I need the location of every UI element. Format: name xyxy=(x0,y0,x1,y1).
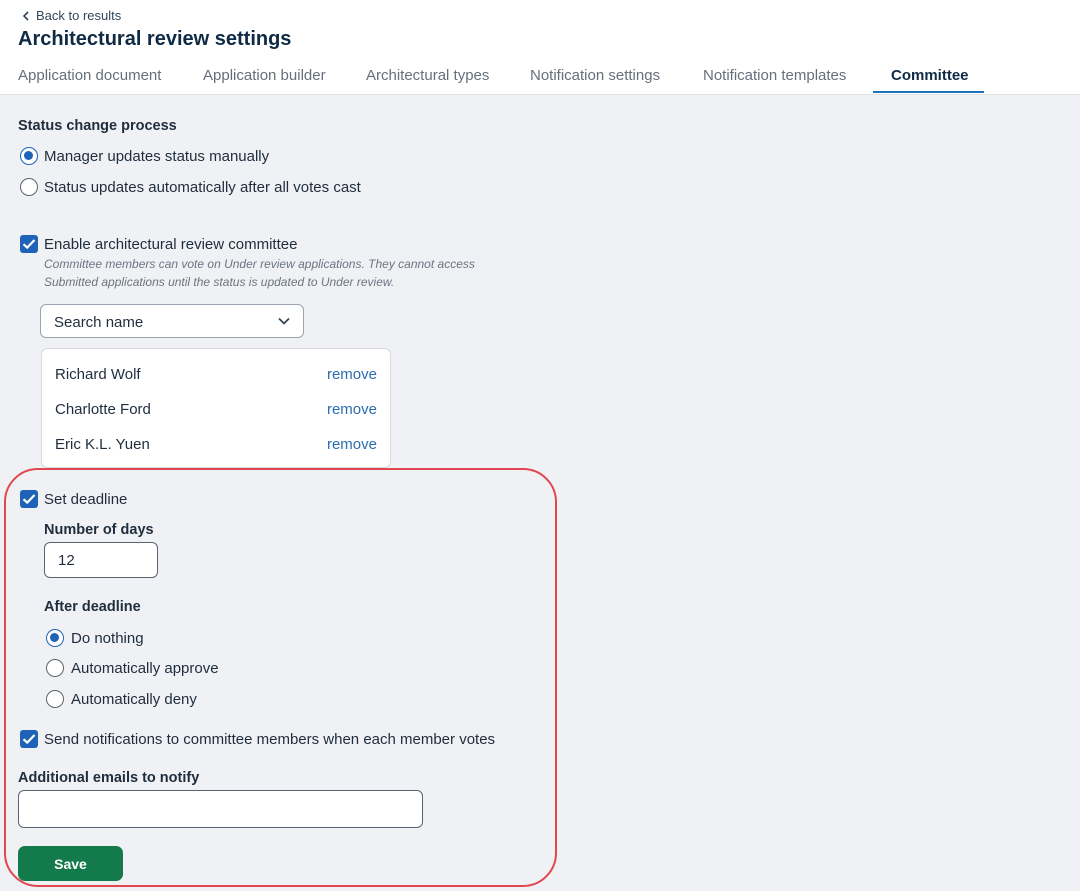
member-name: Charlotte Ford xyxy=(55,401,151,418)
committee-help-text-2: Submitted applications until the status is updated to Under review. xyxy=(44,275,395,289)
save-button[interactable]: Save xyxy=(18,846,123,881)
number-of-days-label: Number of days xyxy=(44,522,154,538)
search-name-placeholder: Search name xyxy=(54,314,144,331)
member-name: Richard Wolf xyxy=(55,366,141,383)
radio-do-nothing-label: Do nothing xyxy=(71,630,144,647)
committee-help-text-1: Committee members can vote on Under review applications. They cannot access xyxy=(44,257,475,271)
tab-notification-settings[interactable]: Notification settings xyxy=(530,67,661,84)
list-item xyxy=(42,358,390,393)
set-deadline-label: Set deadline xyxy=(44,491,128,508)
enable-committee-checkbox[interactable] xyxy=(20,235,38,253)
remove-member-link[interactable]: remove xyxy=(326,401,377,418)
back-to-results-link[interactable] xyxy=(22,8,121,23)
radio-do-nothing[interactable] xyxy=(46,629,64,647)
radio-auto-approve-label: Automatically approve xyxy=(71,660,219,677)
remove-member-link[interactable]: remove xyxy=(326,366,377,383)
tab-notification-templates[interactable]: Notification templates xyxy=(703,67,847,84)
committee-members-list xyxy=(41,348,391,468)
set-deadline-checkbox[interactable] xyxy=(20,490,38,508)
tab-committee[interactable]: Committee xyxy=(891,67,969,84)
page-header xyxy=(0,0,1080,95)
radio-manual-status[interactable] xyxy=(20,147,38,165)
search-name-select[interactable] xyxy=(40,304,304,338)
additional-emails-input[interactable] xyxy=(18,790,423,828)
number-of-days-input[interactable] xyxy=(44,542,158,578)
send-notifications-checkbox[interactable] xyxy=(20,730,38,748)
enable-committee-label: Enable architectural review committee xyxy=(44,236,298,253)
list-item xyxy=(42,393,390,428)
checkmark-icon xyxy=(22,493,36,505)
back-link-label: Back to results xyxy=(36,8,122,23)
active-tab-indicator xyxy=(873,91,984,93)
radio-auto-deny-label: Automatically deny xyxy=(71,691,197,708)
radio-auto-status-label: Status updates automatically after all votes cast xyxy=(44,179,361,196)
radio-auto-status[interactable] xyxy=(20,178,38,196)
after-deadline-label: After deadline xyxy=(44,599,141,615)
radio-manual-status-label: Manager updates status manually xyxy=(44,148,270,165)
remove-member-link[interactable]: remove xyxy=(326,436,377,453)
list-item xyxy=(42,428,390,463)
tab-architectural-types[interactable]: Architectural types xyxy=(366,67,490,84)
radio-auto-deny[interactable] xyxy=(46,690,64,708)
member-name: Eric K.L. Yuen xyxy=(55,436,150,453)
checkmark-icon xyxy=(22,238,36,250)
tab-application-document[interactable]: Application document xyxy=(18,67,162,84)
checkmark-icon xyxy=(22,733,36,745)
chevron-left-icon xyxy=(22,11,30,21)
radio-auto-approve[interactable] xyxy=(46,659,64,677)
status-change-label: Status change process xyxy=(18,118,177,134)
page-title: Architectural review settings xyxy=(18,28,292,50)
tab-application-builder[interactable]: Application builder xyxy=(203,67,326,84)
send-notifications-label: Send notifications to committee members when each member votes xyxy=(44,731,496,748)
chevron-down-icon xyxy=(278,317,290,325)
additional-emails-label: Additional emails to notify xyxy=(18,770,200,786)
